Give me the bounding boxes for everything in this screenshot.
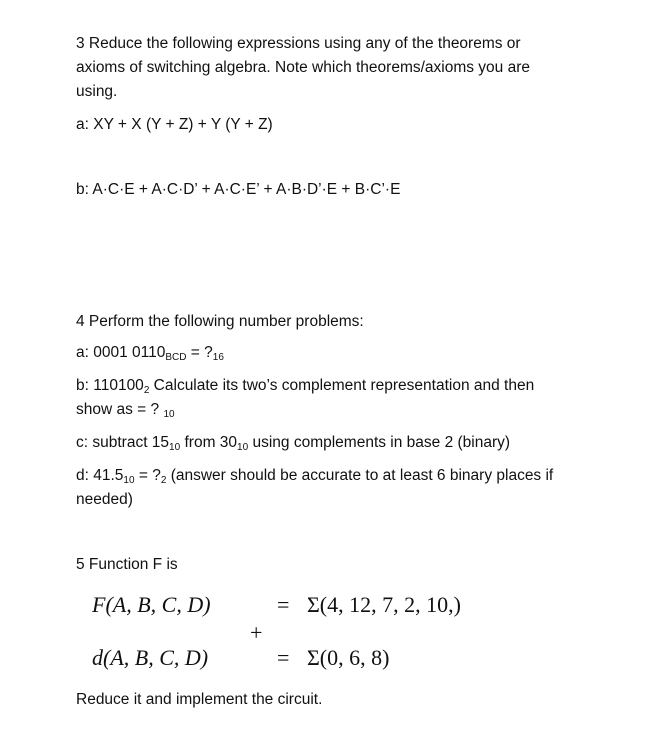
function-f-lhs: F(A, B, C, D) xyxy=(92,592,211,617)
q3-part-b: b: A·C·E + A·C·D’ + A·C·E’ + A·B·D’·E + B·C’·E xyxy=(76,181,401,198)
q3-line3: using. xyxy=(76,83,118,100)
q3-line1: 3 Reduce the following expressions using any of the theorems or xyxy=(76,35,521,52)
q4-part-b: b: $110100_2$ Calculate its two’s complement representation and then xyxy=(76,377,535,396)
plus-sign: + xyxy=(250,620,263,645)
q4-part-d: d: $41.5_{10}$ = $?_2$ (answer should be accurate to at least 6 binary places if xyxy=(76,467,554,486)
q4-title: 4 Perform the following number problems: xyxy=(76,313,364,330)
q5-footer: Reduce it and implement the circuit. xyxy=(76,691,323,708)
q4-part-d-line2: needed) xyxy=(76,491,133,508)
function-f-equals: = xyxy=(277,592,290,617)
q5-title: 5 Function F is xyxy=(76,556,178,573)
dont-care-equals: = xyxy=(277,645,290,670)
q3-part-a: a: XY + X (Y + Z) + Y (Y + Z) xyxy=(76,116,273,133)
dont-care-rhs: Σ(0, 6, 8) xyxy=(307,645,390,670)
q4-part-c: c: subtract $15_{10}$ from $30_{10}$ using complements in base 2 (binary) xyxy=(76,434,511,453)
dont-care-lhs: d(A, B, C, D) xyxy=(92,645,209,670)
q3-line2: axioms of switching algebra. Note which theorems/axioms you are xyxy=(76,59,531,76)
q4-part-b-line2: show as = ? $_{10}$ xyxy=(76,401,175,420)
q4-part-a: a: 0001 $0110_{BCD}$ = $?_{16}$ xyxy=(76,344,224,363)
function-f-rhs: Σ(4, 12, 7, 2, 10,) xyxy=(307,592,461,617)
